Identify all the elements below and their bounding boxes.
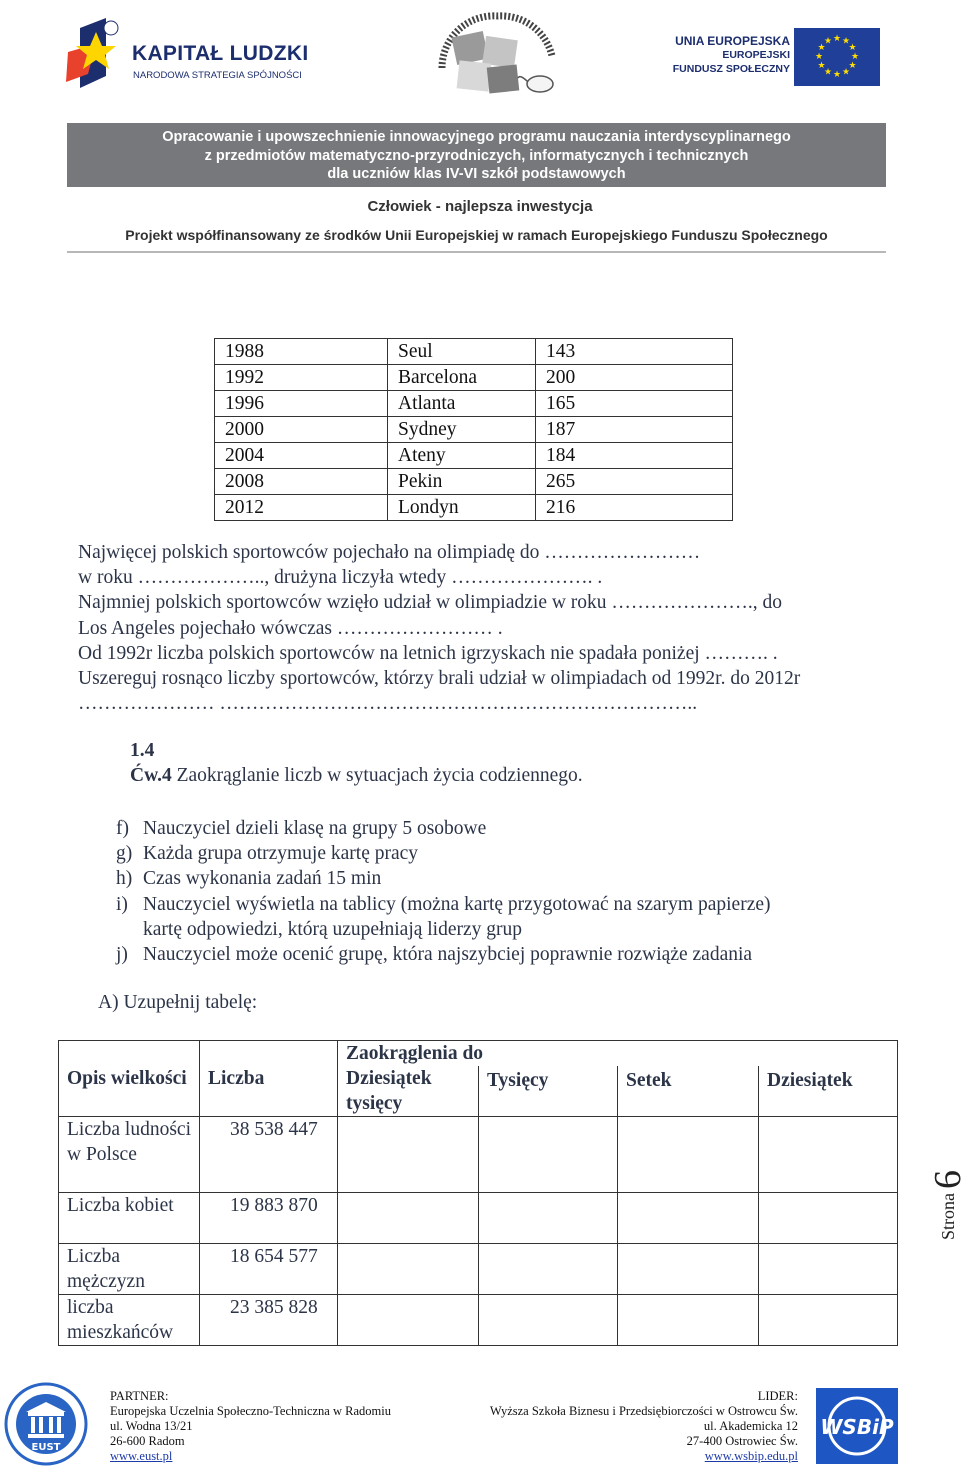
partner-info (110, 1389, 391, 1464)
city-cell: Sydney (388, 417, 536, 443)
row-liczba: 19 883 870 (200, 1193, 338, 1244)
answer-cell[interactable] (338, 1193, 479, 1244)
svg-text:★: ★ (817, 61, 826, 71)
eust-logo-text: EUST (31, 1442, 61, 1453)
header-divider (67, 251, 886, 253)
partner-label: PARTNER: (110, 1389, 169, 1403)
row-liczba: 23 385 828 (200, 1295, 338, 1346)
list-text-continued: kartę odpowiedzi, którą uzupełniają liderzy grup (143, 918, 523, 940)
answer-cell[interactable] (618, 1244, 759, 1295)
banner-line-3: dla uczniów klas IV-VI szkół podstawowych (327, 166, 626, 182)
table-row (215, 443, 733, 469)
lider-name: Wyższa Szkoła Biznesu i Przedsiębiorczości w Ostrowcu Św. (489, 1404, 798, 1418)
header-dziesiatek-tysiecy: Dziesiątek tysięcy (338, 1066, 479, 1117)
eu-flag-icon (794, 28, 880, 86)
page-label: Strona (938, 1193, 958, 1240)
kapital-ludzki-title: KAPITAŁ LUDZKI (132, 42, 309, 65)
eu-line-3: FUNDUSZ SPOŁECZNY (672, 63, 790, 75)
answer-cell[interactable] (759, 1244, 898, 1295)
year-cell: 2008 (215, 469, 388, 495)
year-cell: 2004 (215, 443, 388, 469)
eu-efs-logo (660, 28, 890, 88)
list-item (116, 866, 771, 891)
lider-website-link[interactable]: www.wsbip.edu.pl (704, 1449, 798, 1463)
svg-text:★: ★ (841, 67, 851, 78)
year-cell: 2012 (215, 495, 388, 521)
athletes-cell: 165 (536, 391, 733, 417)
lider-city: 27-400 Ostrowiec Św. (686, 1434, 798, 1448)
athletes-cell: 216 (536, 495, 733, 521)
header-dziesiatek: Dziesiątek (759, 1066, 898, 1117)
list-text: Nauczyciel może ocenić grupę, która najszybciej poprawnie rozwiąże zadania (143, 944, 753, 966)
row-opis: Liczba kobiet (59, 1193, 200, 1244)
header-liczba: Liczba (200, 1041, 338, 1117)
kapital-ludzki-emblem-icon (66, 18, 128, 88)
olympics-questions (78, 540, 908, 716)
city-cell: Seul (388, 339, 536, 365)
table-row (215, 391, 733, 417)
svg-text:★: ★ (832, 34, 842, 44)
athletes-cell: 265 (536, 469, 733, 495)
exercise-label: Ćw.4 (130, 765, 172, 786)
list-marker: j) (116, 944, 128, 966)
row-liczba: 18 654 577 (200, 1244, 338, 1295)
answer-cell[interactable] (618, 1193, 759, 1244)
banner-line-2: z przedmiotów matematyczno-przyrodniczych, informatycznych i technicznych (204, 147, 749, 164)
question-line: Najwięcej polskich sportowców pojechało na olimpiadę do …………………… (78, 542, 701, 563)
table-row (59, 1295, 898, 1346)
table-row (59, 1117, 898, 1193)
svg-text:★: ★ (823, 36, 833, 47)
table-row (59, 1244, 898, 1295)
eu-line-1: UNIA EUROPEJSKA (675, 34, 790, 48)
olympics-table (214, 338, 733, 521)
table-row (215, 365, 733, 391)
answer-cell[interactable] (759, 1117, 898, 1193)
instructions-list (116, 816, 771, 967)
svg-text:★: ★ (848, 43, 857, 53)
athletes-cell: 187 (536, 417, 733, 443)
project-funding-note: Projekt współfinansowany ze środków Unii Europejskiej w ramach Europejskiego Funduszu Społecznego (125, 227, 828, 243)
city-cell: Ateny (388, 443, 536, 469)
wsbip-logo-icon (816, 1388, 898, 1464)
answer-cell[interactable] (618, 1117, 759, 1193)
svg-text:★: ★ (823, 67, 833, 78)
svg-text:★: ★ (850, 52, 860, 62)
partner-name: Europejska Uczelnia Społeczno-Techniczna w Radomiu (110, 1404, 391, 1418)
answer-cell[interactable] (338, 1295, 479, 1346)
section-number: 1.4 (130, 740, 155, 761)
answer-cell[interactable] (479, 1117, 618, 1193)
question-line: Uszereguj rosnąco liczby sportowców, którzy brali udział w olimpiadach od 1992r. do 2012r (78, 668, 801, 690)
list-text: Nauczyciel dzieli klasę na grupy 5 osobowe (143, 818, 487, 839)
page-header (0, 0, 960, 120)
exercise-title: Zaokrąglanie liczb w sytuacjach życia codziennego. (171, 765, 583, 786)
athletes-cell: 184 (536, 443, 733, 469)
eust-logo-icon (2, 1382, 90, 1466)
svg-text:★: ★ (848, 61, 857, 71)
partner-website-link[interactable]: www.eust.pl (110, 1449, 173, 1463)
eu-line-2: EUROPEJSKI (722, 49, 790, 61)
header-opis: Opis wielkości (59, 1041, 200, 1117)
project-banner (67, 123, 886, 187)
city-cell: Londyn (388, 495, 536, 521)
list-item (116, 816, 771, 841)
row-opis: Liczba ludności w Polsce (59, 1117, 200, 1193)
task-a-heading: A) Uzupełnij tabelę: (98, 992, 258, 1013)
svg-text:★: ★ (832, 70, 842, 80)
lider-info (440, 1389, 798, 1464)
answer-cell[interactable] (759, 1295, 898, 1346)
year-cell: 1996 (215, 391, 388, 417)
kapital-ludzki-logo (66, 18, 309, 88)
table-row (215, 339, 733, 365)
row-opis: liczba mieszkańców (59, 1295, 200, 1346)
city-cell: Atlanta (388, 391, 536, 417)
list-text: Nauczyciel wyświetla na tablicy (można kartę przygotować na szarym papierze) (143, 893, 771, 915)
city-cell: Barcelona (388, 365, 536, 391)
list-item (116, 892, 771, 942)
header-tysiecy: Tysięcy (479, 1066, 618, 1117)
answer-cell[interactable] (479, 1295, 618, 1346)
question-line: ………………… ……………………………………………………………….. (78, 693, 698, 715)
year-cell: 1992 (215, 365, 388, 391)
year-cell: 1988 (215, 339, 388, 365)
answer-cell[interactable] (338, 1117, 479, 1193)
list-marker: h) (116, 868, 133, 890)
list-marker: i) (116, 893, 128, 915)
list-item (116, 942, 771, 967)
row-opis: Liczba mężczyzn (59, 1244, 200, 1295)
answer-cell[interactable] (479, 1193, 618, 1244)
table-row (215, 495, 733, 521)
svg-text:★: ★ (814, 52, 824, 62)
page-number-side (926, 1150, 969, 1250)
answer-cell[interactable] (618, 1295, 759, 1346)
puzzle-program-logo-icon (428, 8, 568, 103)
answer-cell[interactable] (759, 1193, 898, 1244)
answer-cell[interactable] (338, 1244, 479, 1295)
table-row (215, 417, 733, 443)
list-text: Czas wykonania zadań 15 min (143, 868, 382, 890)
athletes-cell: 200 (536, 365, 733, 391)
table-row (215, 469, 733, 495)
list-marker: g) (116, 843, 133, 865)
page-number: 6 (927, 1170, 969, 1189)
answer-cell[interactable] (479, 1244, 618, 1295)
question-line: Najmniej polskich sportowców wzięło udział w olimpiadzie w roku …………………., do (78, 592, 783, 614)
rounding-table (58, 1040, 898, 1346)
table-header-row (59, 1041, 898, 1067)
banner-line-1: Opracowanie i upowszechnienie innowacyjnego programu nauczania interdyscyplinarnego (162, 129, 791, 145)
question-line: Los Angeles pojechało wówczas …………………… . (78, 617, 503, 639)
athletes-cell: 143 (536, 339, 733, 365)
wsbip-logo-text: WSBiP (820, 1415, 894, 1439)
table-row (59, 1193, 898, 1244)
list-text: Każda grupa otrzymuje kartę pracy (143, 843, 419, 865)
kapital-ludzki-subtitle: NARODOWA STRATEGIA SPÓJNOŚCI (133, 70, 302, 81)
partner-street: ul. Wodna 13/21 (110, 1419, 193, 1433)
lider-street: ul. Akademicka 12 (703, 1419, 798, 1433)
list-item (116, 841, 771, 866)
city-cell: Pekin (388, 469, 536, 495)
slogan: Człowiek - najlepsza inwestycja (367, 198, 593, 215)
page-footer (0, 1380, 960, 1468)
header-setek: Setek (618, 1066, 759, 1117)
header-zaokraglenia: Zaokrąglenia do (338, 1041, 898, 1067)
exercise-heading (130, 765, 583, 787)
partner-city: 26-600 Radom (110, 1434, 185, 1448)
year-cell: 2000 (215, 417, 388, 443)
svg-text:★: ★ (841, 36, 851, 47)
question-line: Od 1992r liczba polskich sportowców na letnich igrzyskach nie spadała poniżej ………. . (78, 642, 778, 664)
lider-label: LIDER: (757, 1389, 798, 1403)
svg-text:★: ★ (817, 43, 826, 53)
question-line: w roku ……………….., drużyna liczyła wtedy …………………. . (78, 567, 603, 589)
row-liczba: 38 538 447 (200, 1117, 338, 1193)
list-marker: f) (116, 818, 129, 839)
